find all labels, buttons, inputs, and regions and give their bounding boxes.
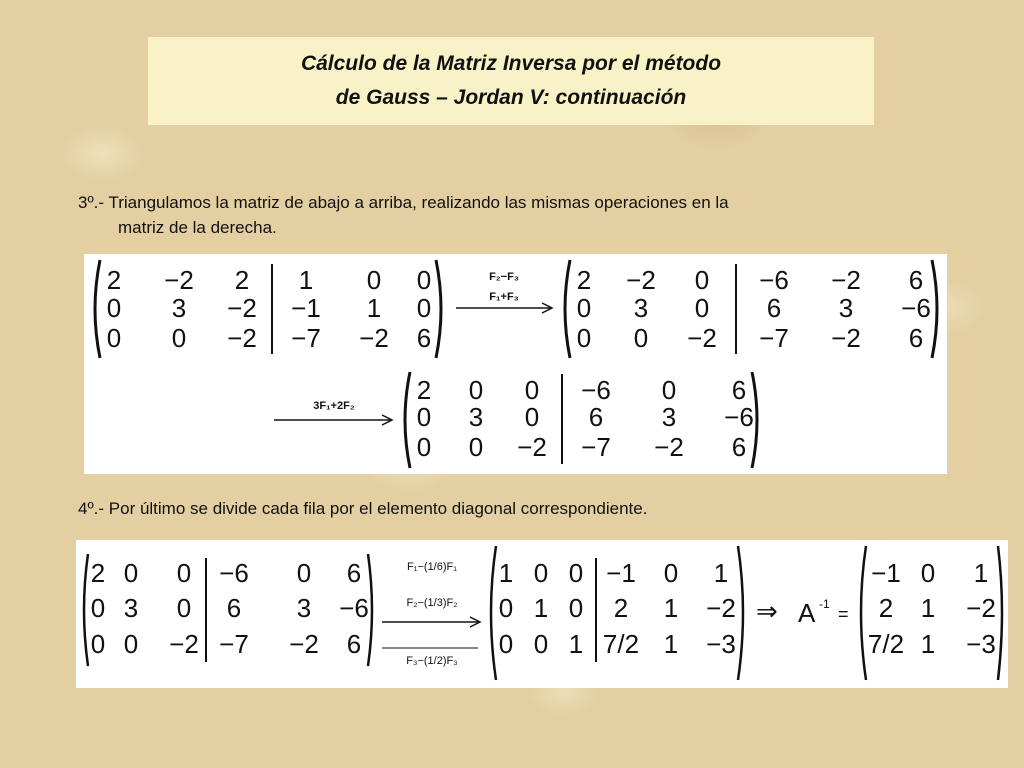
matrix-cell: −2 bbox=[289, 629, 319, 659]
matrix-inverse bbox=[861, 546, 1002, 680]
matrix-cell: 0 bbox=[524, 375, 540, 405]
matrix-cell: −6 bbox=[581, 375, 611, 405]
matrix-cell: −2 bbox=[966, 593, 996, 623]
matrix-cell: 1 bbox=[498, 558, 514, 588]
operation-arrow-3 bbox=[382, 561, 480, 667]
equals-sign: = bbox=[838, 604, 849, 624]
matrix-cell: −7 bbox=[219, 629, 249, 659]
title-line-2: de Gauss – Jordan V: continuación bbox=[335, 86, 687, 109]
bracket-right bbox=[932, 260, 937, 358]
matrix-cell: 0 bbox=[533, 629, 549, 659]
operation-arrow-1 bbox=[456, 271, 552, 313]
matrix-cell: 7/2 bbox=[602, 629, 640, 659]
matrix-cell: −1 bbox=[606, 558, 636, 588]
result-equation bbox=[756, 596, 849, 628]
operation-arrow-2 bbox=[274, 400, 392, 425]
matrix-cell: 0 bbox=[106, 293, 122, 323]
matrix-cell: 2 bbox=[576, 265, 592, 295]
matrix-cell: −2 bbox=[517, 432, 547, 462]
matrix-cell: −2 bbox=[227, 293, 257, 323]
matrix-cell: 0 bbox=[498, 629, 514, 659]
title-box bbox=[148, 37, 874, 125]
matrix-c bbox=[405, 372, 757, 468]
matrix-cell: 0 bbox=[694, 265, 710, 295]
matrix-cell: 0 bbox=[176, 593, 192, 623]
matrix-cell: 3 bbox=[296, 593, 312, 623]
matrix-d bbox=[84, 554, 372, 666]
matrix-cell: 6 bbox=[908, 265, 924, 295]
bracket-left bbox=[95, 260, 100, 358]
matrix-cell: 3 bbox=[123, 593, 139, 623]
matrix-cell: 0 bbox=[468, 432, 484, 462]
matrix-cell: 6 bbox=[346, 629, 362, 659]
operation-label: F₁+F₃ bbox=[489, 291, 519, 303]
matrix-cell: 1 bbox=[663, 593, 679, 623]
matrix-cell: −6 bbox=[339, 593, 369, 623]
bracket-right bbox=[998, 546, 1002, 680]
bracket-left bbox=[861, 546, 866, 680]
matrix-cell: 6 bbox=[766, 293, 782, 323]
matrix-cell: −2 bbox=[626, 265, 656, 295]
matrix-cell: −7 bbox=[581, 432, 611, 462]
matrix-cell: −2 bbox=[831, 265, 861, 295]
matrix-cell: 3 bbox=[661, 402, 677, 432]
matrix-cell: −2 bbox=[359, 323, 389, 353]
matrix-cell: 2 bbox=[90, 558, 106, 588]
matrix-cell: 0 bbox=[661, 375, 677, 405]
bracket-left bbox=[84, 554, 88, 666]
matrix-cell: −2 bbox=[687, 323, 717, 353]
matrix-cell: 0 bbox=[106, 323, 122, 353]
matrix-cell: −2 bbox=[654, 432, 684, 462]
matrix-cell: 0 bbox=[633, 323, 649, 353]
matrix-cell: 0 bbox=[694, 293, 710, 323]
implies-symbol: ⇒ bbox=[756, 596, 778, 626]
matrix-svg-step-4 bbox=[76, 540, 1008, 688]
matrix-cell: 0 bbox=[533, 558, 549, 588]
matrix-cell: 0 bbox=[568, 558, 584, 588]
matrix-cell: 0 bbox=[576, 293, 592, 323]
operation-label: F₂−(1/3)F₂ bbox=[406, 597, 458, 609]
matrix-cell: −6 bbox=[724, 402, 754, 432]
matrix-cell: 2 bbox=[416, 375, 432, 405]
inverse-superscript: -1 bbox=[819, 597, 830, 611]
matrix-cell: 0 bbox=[123, 558, 139, 588]
matrix-cell: −6 bbox=[759, 265, 789, 295]
operation-label: F₃−(1/2)F₃ bbox=[406, 655, 458, 667]
matrix-cell: −6 bbox=[219, 558, 249, 588]
operation-label: F₂−F₃ bbox=[489, 271, 519, 283]
matrix-cell: 1 bbox=[713, 558, 729, 588]
matrix-cell: 0 bbox=[416, 293, 432, 323]
matrix-panel-step-4 bbox=[76, 540, 1008, 688]
matrix-cell: 0 bbox=[416, 432, 432, 462]
matrix-cell: −1 bbox=[871, 558, 901, 588]
matrix-cell: 6 bbox=[908, 323, 924, 353]
matrix-cell: −2 bbox=[164, 265, 194, 295]
matrix-cell: 1 bbox=[920, 593, 936, 623]
matrix-svg-step-3 bbox=[84, 254, 947, 474]
operation-label: 3F₁+2F₂ bbox=[313, 400, 355, 412]
title-line-1: Cálculo de la Matriz Inversa por el método bbox=[300, 52, 722, 75]
matrix-cell: −7 bbox=[759, 323, 789, 353]
matrix-cell: 0 bbox=[920, 558, 936, 588]
matrix-cell: 1 bbox=[920, 629, 936, 659]
matrix-cell: 0 bbox=[663, 558, 679, 588]
step-3-line-2: matriz de la derecha. bbox=[118, 218, 277, 237]
matrix-cell: 3 bbox=[633, 293, 649, 323]
bracket-left bbox=[491, 546, 496, 680]
matrix-cell: 2 bbox=[106, 265, 122, 295]
matrix-cell: 6 bbox=[731, 432, 747, 462]
matrix-b bbox=[565, 260, 937, 358]
matrix-cell: 3 bbox=[171, 293, 187, 323]
matrix-cell: 0 bbox=[576, 323, 592, 353]
matrix-cell: 1 bbox=[663, 629, 679, 659]
matrix-cell: 6 bbox=[588, 402, 604, 432]
matrix-cell: 2 bbox=[613, 593, 629, 623]
step-3-line-1: 3º.- Triangulamos la matriz de abajo a arriba, realizando las mismas operaciones en la bbox=[78, 193, 729, 212]
step-3-text bbox=[78, 190, 968, 240]
matrix-cell: −2 bbox=[227, 323, 257, 353]
matrix-cell: 6 bbox=[346, 558, 362, 588]
matrix-cell: 0 bbox=[296, 558, 312, 588]
matrix-cell: −3 bbox=[966, 629, 996, 659]
matrix-cell: 1 bbox=[533, 593, 549, 623]
matrix-cell: 0 bbox=[90, 629, 106, 659]
inverse-label: A bbox=[798, 598, 816, 628]
step-4-text: 4º.- Por último se divide cada fila por el elemento diagonal correspondiente. bbox=[78, 499, 648, 518]
matrix-cell: −2 bbox=[169, 629, 199, 659]
matrix-cell: 7/2 bbox=[867, 629, 905, 659]
matrix-cell: 0 bbox=[416, 265, 432, 295]
matrix-cell: 0 bbox=[90, 593, 106, 623]
matrix-cell: 0 bbox=[176, 558, 192, 588]
matrix-cell: 0 bbox=[416, 402, 432, 432]
matrix-cell: 0 bbox=[366, 265, 382, 295]
matrix-cell: 1 bbox=[568, 629, 584, 659]
matrix-cell: 1 bbox=[366, 293, 382, 323]
matrix-cell: 1 bbox=[973, 558, 989, 588]
matrix-cell: 3 bbox=[838, 293, 854, 323]
bracket-right bbox=[436, 260, 441, 358]
operation-label: F₁−(1/6)F₁ bbox=[407, 561, 457, 573]
matrix-panel-step-3 bbox=[84, 254, 947, 474]
matrix-cell: −2 bbox=[706, 593, 736, 623]
matrix-cell: 0 bbox=[468, 375, 484, 405]
matrix-cell: 6 bbox=[416, 323, 432, 353]
matrix-cell: 0 bbox=[524, 402, 540, 432]
matrix-cell: 0 bbox=[498, 593, 514, 623]
matrix-cell: 6 bbox=[226, 593, 242, 623]
matrix-cell: −1 bbox=[291, 293, 321, 323]
matrix-cell: 2 bbox=[234, 265, 250, 295]
matrix-cell: 6 bbox=[731, 375, 747, 405]
bracket-right bbox=[738, 546, 743, 680]
matrix-cell: 2 bbox=[878, 593, 894, 623]
matrix-cell: 0 bbox=[171, 323, 187, 353]
bracket-left bbox=[565, 260, 570, 358]
matrix-cell: −2 bbox=[831, 323, 861, 353]
bracket-left bbox=[405, 372, 410, 468]
matrix-cell: 0 bbox=[568, 593, 584, 623]
matrix-e bbox=[491, 546, 743, 680]
matrix-cell: 0 bbox=[123, 629, 139, 659]
matrix-a bbox=[95, 260, 441, 358]
matrix-cell: 3 bbox=[468, 402, 484, 432]
matrix-cell: −3 bbox=[706, 629, 736, 659]
matrix-cell: 1 bbox=[298, 265, 314, 295]
matrix-cell: −6 bbox=[901, 293, 931, 323]
matrix-cell: −7 bbox=[291, 323, 321, 353]
